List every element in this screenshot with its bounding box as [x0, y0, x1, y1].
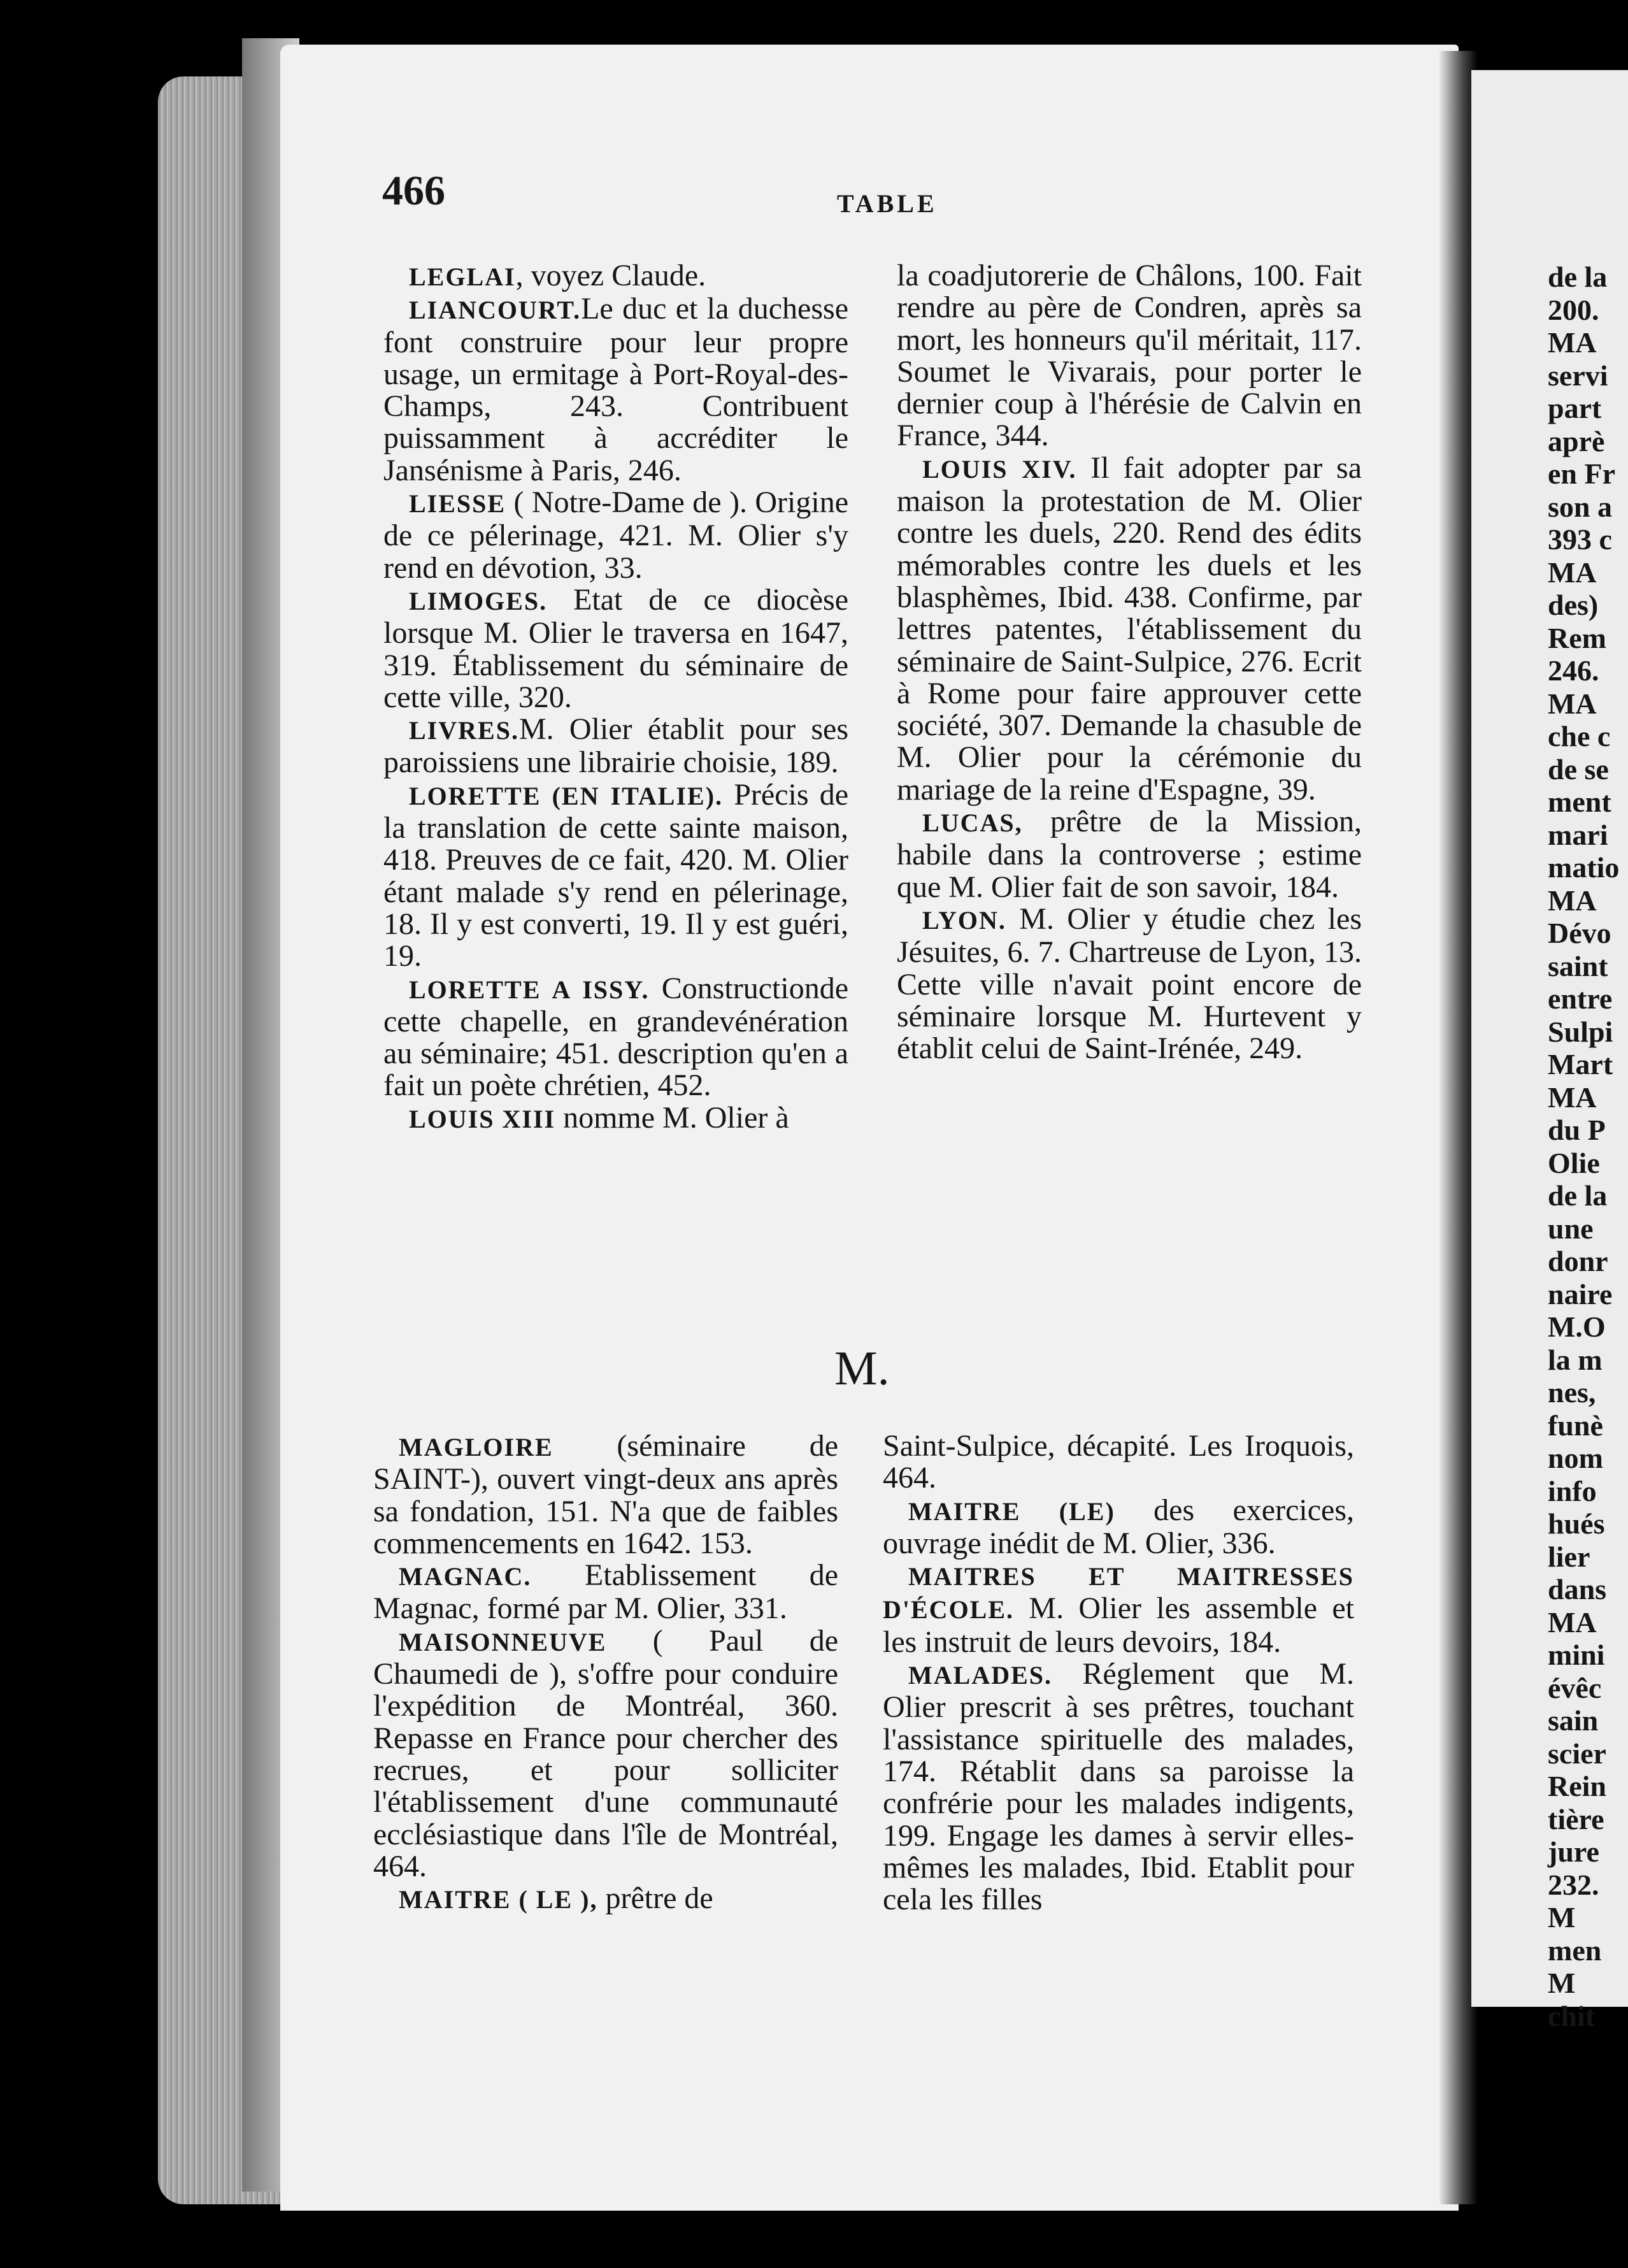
entry-headword: LYON.	[922, 905, 1006, 935]
entry-headword: MAITRE ( LE ),	[399, 1885, 598, 1914]
right-page-fragment: funè	[1548, 1409, 1603, 1442]
right-page-fragment: aprè	[1548, 424, 1605, 457]
entry-text: Etablissement de Magnac, formé par M. Olier, 331.	[373, 1558, 838, 1626]
right-page-fragment: donr	[1548, 1245, 1608, 1277]
entry-text: Précis de la translation de cette sainte maison, 418. Preuves de ce fait, 420. M. Olier étant malade s'y rend en pélerinage, 18. Il y est converti, 19. Il y est guéri, 19.	[383, 777, 848, 973]
index-entry	[897, 260, 1362, 452]
index-entry	[383, 1102, 848, 1135]
index-entry	[383, 293, 848, 487]
index-entry	[883, 1658, 1354, 1916]
right-page-fragment: Olie	[1548, 1146, 1600, 1179]
entry-text: prêtre de la Mission, habile dans la controverse ; estime que M. Olier fait de son savoir, 184.	[897, 805, 1362, 904]
right-page-fragment: son a	[1548, 490, 1612, 523]
entry-text: Réglement que M. Olier prescrit à ses prêtres, touchant l'assistance spirituelle des malades, 174. Rétablit dans sa paroisse la confrérie pour les malades indigents, 199. Engage les dames à servir elles-mêmes les malades, Ibid. Etablit pour cela les filles	[883, 1657, 1354, 1917]
right-page-fragment: Dévo	[1548, 917, 1611, 949]
right-page-fragment: 232.	[1548, 1868, 1599, 1901]
right-page-fragment: Rein	[1548, 1770, 1606, 1802]
index-entry	[383, 973, 848, 1102]
right-page-fragment: men	[1548, 1934, 1602, 1967]
index-entry	[883, 1430, 1354, 1495]
entry-text: M. Olier y étudie chez les Jésuites, 6. 7. Chartreuse de Lyon, 13. Cette ville n'avait point encore de séminaire lorsque M. Hurtevent y établit celui de Saint-Irénée, 249.	[897, 901, 1362, 1066]
entry-text: , voyez Claude.	[515, 259, 706, 292]
entry-headword: LIVRES.	[409, 716, 519, 745]
index-entry	[373, 1560, 838, 1625]
right-page-fragment: chit	[1548, 1999, 1596, 2032]
right-page-fragment: mini	[1548, 1639, 1605, 1671]
index-entry	[383, 779, 848, 973]
entry-text: Le duc et la duchesse font construire pour leur propre usage, un ermitage à Port-Royal-des-Champs, 243. Contribuent puissamment à accréditer le Jansénisme à Paris, 246.	[383, 292, 848, 487]
column-bottom-left	[373, 1430, 838, 1916]
entry-text: Saint-Sulpice, décapité. Les Iroquois, 464.	[883, 1429, 1354, 1495]
right-page-fragment: info	[1548, 1474, 1597, 1507]
entry-text: Constructionde cette chapelle, en grandevénération au séminaire; 451. description qu'en a fait un poète chrétien, 452.	[383, 971, 848, 1103]
right-page-fragment: Mart	[1548, 1048, 1613, 1080]
right-page-fragment: scier	[1548, 1737, 1606, 1770]
right-page-fragment: 200.	[1548, 293, 1599, 326]
entry-text: (séminaire de SAINT-), ouvert vingt-deux ans après sa fondation, 151. N'a que de faibles commencements en 1642. 153.	[373, 1429, 838, 1560]
entry-headword: LORETTE (EN ITALIE).	[409, 781, 724, 810]
right-page-fragment: M	[1548, 1967, 1576, 1999]
right-page-fragment: Rem	[1548, 621, 1606, 654]
right-page-fragment: part	[1548, 392, 1602, 424]
index-entry	[373, 1883, 838, 1916]
entry-headword: LUCAS,	[922, 808, 1023, 838]
entry-text: des exercices, ouvrage inédit de M. Olier, 336.	[883, 1493, 1354, 1560]
index-entry	[383, 714, 848, 779]
right-page-fragment: dans	[1548, 1573, 1607, 1605]
right-page-fragment: MA	[1548, 1605, 1597, 1639]
right-page-fragment: des)	[1548, 589, 1599, 621]
index-entry	[897, 452, 1362, 806]
entry-headword: MALADES.	[908, 1661, 1053, 1690]
right-page-fragment: che c	[1548, 720, 1611, 752]
right-page-fragment: la m	[1548, 1343, 1603, 1376]
right-page-fragment: M.O	[1548, 1310, 1606, 1343]
right-page-fragment: en Fr	[1548, 457, 1616, 490]
entry-headword: MAGNAC.	[399, 1562, 532, 1591]
entry-text: Etat de ce diocèse lorsque M. Olier le traversa en 1647, 319. Établissement du séminaire de cette ville, 320.	[383, 582, 848, 714]
right-page-fragment: MA	[1548, 1080, 1597, 1114]
section-letter: M.	[834, 1342, 890, 1395]
right-page-fragment: saint	[1548, 949, 1608, 982]
column-top-right	[897, 260, 1362, 1065]
right-page-fragment: MA	[1548, 556, 1597, 589]
index-entry	[383, 487, 848, 584]
running-header: TABLE	[837, 189, 938, 218]
right-page-fragment: MA	[1548, 326, 1597, 359]
entry-text: la coadjutorerie de Châlons, 100. Fait rendre au père de Condren, après sa mort, les honneurs qu'il méritait, 117. Soumet le Vivarais, pour porter le dernier coup à l'hérésie de Calvin en France, 344.	[897, 259, 1362, 453]
entry-headword: MAITRE (LE)	[908, 1496, 1115, 1526]
right-page-fragment: 393 c	[1548, 523, 1612, 556]
right-page-fragment: nes,	[1548, 1376, 1596, 1409]
right-page-fragment: du P	[1548, 1114, 1606, 1146]
index-entry	[383, 260, 848, 293]
right-page-fragment: entre	[1548, 982, 1613, 1015]
entry-headword: MAITRES ET MAITRESSES D'ÉCOLE.	[883, 1562, 1354, 1625]
index-entry	[897, 903, 1362, 1065]
right-page-fragment: mari	[1548, 818, 1608, 851]
index-entry	[373, 1430, 838, 1560]
entry-text: M. Olier les assemble et les instruit de leurs devoirs, 184.	[883, 1591, 1354, 1659]
right-page-fragment: Sulpi	[1548, 1015, 1613, 1048]
entry-headword: LORETTE A ISSY.	[409, 975, 650, 1004]
entry-text: nomme M. Olier à	[555, 1100, 789, 1135]
index-entry	[883, 1560, 1354, 1658]
right-page-fragment: MA	[1548, 884, 1597, 917]
right-page-fragment: ment	[1548, 786, 1611, 818]
right-page-fragment: matio	[1548, 851, 1620, 884]
entry-text: ( Paul de Chaumedi de ), s'offre pour conduire l'expédition de Montréal, 360. Repasse en France pour chercher des recrues, et pour solliciter l'établissement d'une communauté ecclésiastique dans l'île de Montréal, 464.	[373, 1623, 838, 1883]
entry-headword: LIANCOURT.	[409, 296, 582, 325]
right-page-fragment: une	[1548, 1212, 1594, 1245]
entry-text: prêtre de	[597, 1881, 713, 1916]
right-page-fragment: nom	[1548, 1442, 1603, 1474]
entry-headword: LOUIS XIV.	[922, 454, 1077, 484]
right-page-fragment: tière	[1548, 1802, 1604, 1835]
index-entry	[883, 1495, 1354, 1560]
index-entry	[897, 806, 1362, 903]
entry-text: Il fait adopter par sa maison la protestation de M. Olier contre les duels, 220. Rend des édits mémorables contre les duels et les blasphèmes, Ibid. 438. Confirme, par lettres patentes, l'établissement du séminaire de Saint-Sulpice, 276. Ecrit à Rome pour faire approuver cette société, 307. Demande la chasuble de M. Olier pour la cérémonie du mariage de la reine d'Espagne, 39.	[897, 450, 1362, 807]
right-page-fragment: évêc	[1548, 1671, 1602, 1704]
column-top-left	[383, 260, 848, 1135]
entry-headword: MAGLOIRE	[399, 1433, 553, 1461]
entry-text: ( Notre-Dame de ). Origine de ce pélerinage, 421. M. Olier s'y rend en dévotion, 33.	[383, 485, 848, 585]
right-page-fragment: M	[1548, 1901, 1576, 1934]
column-bottom-right	[883, 1430, 1354, 1916]
entry-headword: LIMOGES.	[409, 586, 548, 615]
page-number: 466	[382, 168, 445, 214]
right-page-fragment: naire	[1548, 1277, 1613, 1310]
right-page-fragment: MA	[1548, 687, 1597, 720]
entry-headword: MAISONNEUVE	[399, 1627, 607, 1656]
right-page-fragment: de se	[1548, 752, 1609, 786]
entry-text: M. Olier établit pour ses paroissiens une librairie choisie, 189.	[383, 712, 848, 780]
right-page-fragment: lier	[1548, 1540, 1590, 1573]
right-page-fragment: de la	[1548, 261, 1608, 293]
right-page-fragment: sain	[1548, 1704, 1599, 1737]
right-page-fragment: de la	[1548, 1179, 1608, 1212]
entry-headword: LOUIS XIII	[409, 1104, 556, 1133]
index-entry	[383, 584, 848, 714]
right-page-fragment: jure	[1548, 1835, 1599, 1868]
right-page-fragment: 246.	[1548, 654, 1599, 687]
right-page-fragment: hués	[1548, 1507, 1605, 1540]
right-page-fragment: servi	[1548, 359, 1608, 392]
index-entry	[373, 1625, 838, 1883]
entry-headword: LIESSE	[409, 489, 506, 519]
entry-headword: LEGLAI	[409, 262, 516, 291]
